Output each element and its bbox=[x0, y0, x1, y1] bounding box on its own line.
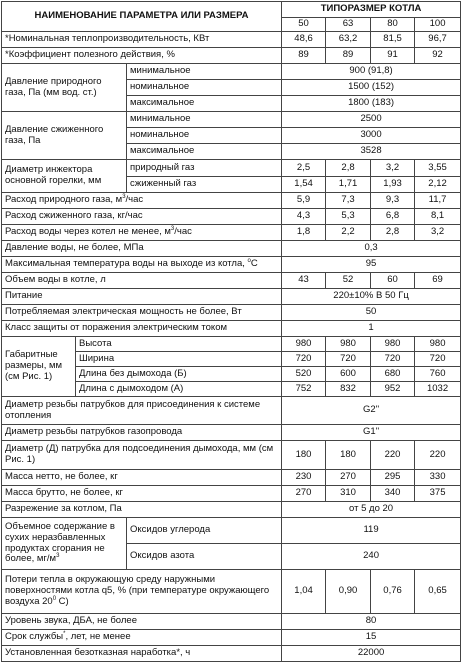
label-tail: С bbox=[250, 258, 258, 270]
value-cell: 3,55 bbox=[415, 160, 461, 177]
value-cell: 310 bbox=[326, 486, 371, 502]
label-tail: /час bbox=[174, 226, 192, 238]
label-text: Диаметр инжектора основной горелки, мм bbox=[5, 164, 102, 186]
label-text: Масса нетто, не более, кг bbox=[5, 471, 118, 483]
value-cell: 220 bbox=[415, 441, 461, 470]
sub-label: максимальное bbox=[127, 96, 282, 112]
value-cell: 0,65 bbox=[415, 570, 461, 614]
table-row bbox=[2, 486, 461, 502]
param-label bbox=[2, 425, 282, 441]
sub-label: Оксидов углерода bbox=[127, 518, 282, 544]
label-text: Срок службы bbox=[5, 631, 64, 643]
table-row bbox=[2, 305, 461, 321]
table-row bbox=[2, 64, 461, 80]
param-label bbox=[2, 193, 282, 209]
param-label bbox=[2, 273, 282, 289]
value-cell: 1800 (183) bbox=[282, 96, 461, 112]
label-text: Потери тепла в окружающую среду наружными поверхностями котла q5, % (при температуре окружающего воздуха 20 bbox=[5, 574, 270, 607]
param-label bbox=[2, 305, 282, 321]
value-cell: 2,5 bbox=[282, 160, 326, 177]
value-cell: 3,2 bbox=[415, 225, 461, 241]
sub-label: номинальное bbox=[127, 80, 282, 96]
header-row bbox=[2, 2, 461, 18]
label-superscript: * bbox=[63, 630, 66, 637]
table-row bbox=[2, 48, 461, 64]
param-label bbox=[2, 614, 282, 630]
label-text: *Номинальная теплопроизводительность, КВт bbox=[5, 33, 210, 45]
spec-table bbox=[1, 1, 461, 662]
table-row bbox=[2, 209, 461, 225]
value-cell: G1" bbox=[282, 425, 461, 441]
size-header: ТИПОРАЗМЕР КОТЛА bbox=[282, 2, 461, 18]
value-cell: 330 bbox=[415, 470, 461, 486]
value-cell: 8,1 bbox=[415, 209, 461, 225]
param-label bbox=[2, 257, 282, 273]
value-cell: 720 bbox=[371, 352, 415, 367]
sub-label: минимальное bbox=[127, 64, 282, 80]
value-cell: 3,2 bbox=[371, 160, 415, 177]
param-label bbox=[2, 502, 282, 518]
label-text: Диаметр резьбы патрубков газопровода bbox=[5, 426, 183, 438]
value-cell: 270 bbox=[282, 486, 326, 502]
value-cell: 3000 bbox=[282, 128, 461, 144]
value-cell: 180 bbox=[282, 441, 326, 470]
table-row bbox=[2, 425, 461, 441]
param-label bbox=[2, 160, 127, 193]
label-text: Диаметр резьбы патрубков для присоединения к системе отопления bbox=[5, 398, 261, 421]
value-cell: 680 bbox=[371, 367, 415, 382]
value-cell: 980 bbox=[415, 337, 461, 352]
value-cell: 220±10% В 50 Гц bbox=[282, 289, 461, 305]
value-cell: 80 bbox=[282, 614, 461, 630]
value-cell: 295 bbox=[371, 470, 415, 486]
label-text: Установленная безотказная наработка*, ч bbox=[5, 647, 191, 659]
value-cell: 96,7 bbox=[415, 32, 461, 48]
value-cell: 1,8 bbox=[282, 225, 326, 241]
param-label bbox=[2, 337, 76, 397]
sub-label: номинальное bbox=[127, 128, 282, 144]
value-cell: 375 bbox=[415, 486, 461, 502]
value-cell: 752 bbox=[282, 382, 326, 397]
label-text: Масса брутто, не более, кг bbox=[5, 487, 123, 499]
label-text: *Коэффициент полезного действия, % bbox=[5, 49, 175, 61]
label-superscript: 3 bbox=[122, 193, 126, 200]
value-cell: 720 bbox=[282, 352, 326, 367]
sub-label: сжиженный газ bbox=[127, 177, 282, 193]
param-label bbox=[2, 48, 282, 64]
label-superscript: 3 bbox=[170, 225, 175, 232]
label-text: Разрежение за котлом, Па bbox=[5, 503, 122, 515]
sub-label: природный газ bbox=[127, 160, 282, 177]
value-cell: 760 bbox=[415, 367, 461, 382]
sub-label: Длина без дымохода (Б) bbox=[76, 367, 282, 382]
table-row bbox=[2, 225, 461, 241]
table-row bbox=[2, 193, 461, 209]
value-cell: G2" bbox=[282, 397, 461, 425]
value-cell: 92 bbox=[415, 48, 461, 64]
table-row bbox=[2, 112, 461, 128]
value-cell: 1,54 bbox=[282, 177, 326, 193]
value-cell: 6,8 bbox=[371, 209, 415, 225]
label-text: Расход воды через котел не менее, м bbox=[5, 226, 171, 238]
value-cell: 89 bbox=[326, 48, 371, 64]
value-cell: 980 bbox=[326, 337, 371, 352]
value-cell: 52 bbox=[326, 273, 371, 289]
label-superscript: 3 bbox=[56, 553, 60, 560]
value-cell: 3528 bbox=[282, 144, 461, 160]
value-cell: 600 bbox=[326, 367, 371, 382]
value-cell: 900 (91,8) bbox=[282, 64, 461, 80]
sub-label: Высота bbox=[76, 337, 282, 352]
label-text: Потребляемая электрическая мощность не более, Вт bbox=[5, 306, 242, 318]
value-cell: 2500 bbox=[282, 112, 461, 128]
value-cell: 95 bbox=[282, 257, 461, 273]
param-label bbox=[2, 321, 282, 337]
param-label bbox=[2, 112, 127, 160]
param-label bbox=[2, 441, 282, 470]
sub-label: Оксидов азота bbox=[127, 544, 282, 570]
value-cell: 340 bbox=[371, 486, 415, 502]
table-row bbox=[2, 257, 461, 273]
param-label bbox=[2, 630, 282, 646]
value-cell: 81,5 bbox=[371, 32, 415, 48]
value-cell: 69 bbox=[415, 273, 461, 289]
value-cell: 0,3 bbox=[282, 241, 461, 257]
value-cell: 180 bbox=[326, 441, 371, 470]
value-cell: 0,90 bbox=[326, 570, 371, 614]
label-text: Давление природного газа, Па (мм вод. ст.) bbox=[5, 75, 102, 98]
value-cell: 89 bbox=[282, 48, 326, 64]
param-header: НАИМЕНОВАНИЕ ПАРАМЕТРА ИЛИ РАЗМЕРА bbox=[2, 2, 282, 32]
label-text: Питание bbox=[5, 290, 43, 302]
size-cell: 80 bbox=[371, 18, 415, 32]
table-row bbox=[2, 518, 461, 544]
label-superscript: о bbox=[247, 257, 251, 264]
value-cell: 1,71 bbox=[326, 177, 371, 193]
table-row bbox=[2, 273, 461, 289]
table-row bbox=[2, 160, 461, 177]
value-cell: 1500 (152) bbox=[282, 80, 461, 96]
value-cell: 2,8 bbox=[326, 160, 371, 177]
table-row bbox=[2, 470, 461, 486]
param-label bbox=[2, 209, 282, 225]
sub-label: максимальное bbox=[127, 144, 282, 160]
table-row bbox=[2, 441, 461, 470]
param-label bbox=[2, 397, 282, 425]
value-cell: 50 bbox=[282, 305, 461, 321]
value-cell: 832 bbox=[326, 382, 371, 397]
sub-label: Ширина bbox=[76, 352, 282, 367]
param-label bbox=[2, 470, 282, 486]
param-label bbox=[2, 518, 127, 570]
value-cell: 43 bbox=[282, 273, 326, 289]
value-cell: 0,76 bbox=[371, 570, 415, 614]
param-label bbox=[2, 570, 282, 614]
value-cell: 15 bbox=[282, 630, 461, 646]
value-cell: 4,3 bbox=[282, 209, 326, 225]
table-row bbox=[2, 570, 461, 614]
value-cell: 48,6 bbox=[282, 32, 326, 48]
table-row bbox=[2, 614, 461, 630]
label-text: Диаметр (Д) патрубка для подсоединения дымохода, мм (см Рис. 1) bbox=[5, 443, 274, 465]
value-cell: 1 bbox=[282, 321, 461, 337]
value-cell: 520 bbox=[282, 367, 326, 382]
value-cell: 63,2 bbox=[326, 32, 371, 48]
value-cell: 720 bbox=[415, 352, 461, 367]
value-cell: 1,93 bbox=[371, 177, 415, 193]
label-tail: , лет, не менее bbox=[65, 631, 131, 643]
size-cell: 100 bbox=[415, 18, 461, 32]
sub-label: минимальное bbox=[127, 112, 282, 128]
param-label bbox=[2, 32, 282, 48]
table-row bbox=[2, 241, 461, 257]
label-text: Уровень звука, ДБА, не более bbox=[5, 615, 137, 627]
table-row bbox=[2, 32, 461, 48]
value-cell: 2,2 bbox=[326, 225, 371, 241]
table-row bbox=[2, 397, 461, 425]
value-cell: 952 bbox=[371, 382, 415, 397]
value-cell: 980 bbox=[371, 337, 415, 352]
param-label bbox=[2, 486, 282, 502]
table-row bbox=[2, 321, 461, 337]
size-cell: 63 bbox=[326, 18, 371, 32]
value-cell: 5,9 bbox=[282, 193, 326, 209]
param-label bbox=[2, 646, 282, 662]
label-text: Габаритные размеры, мм (см Рис. 1) bbox=[5, 349, 63, 382]
sub-label: Длина с дымоходом (А) bbox=[76, 382, 282, 397]
label-text: Максимальная температура воды на выходе из котла, bbox=[5, 258, 248, 270]
value-cell: 230 bbox=[282, 470, 326, 486]
table-row bbox=[2, 289, 461, 305]
label-tail: С) bbox=[56, 595, 69, 607]
value-cell: 1032 bbox=[415, 382, 461, 397]
param-label bbox=[2, 225, 282, 241]
table-row bbox=[2, 337, 461, 352]
value-cell: 270 bbox=[326, 470, 371, 486]
value-cell: 7,3 bbox=[326, 193, 371, 209]
value-cell: 980 bbox=[282, 337, 326, 352]
label-text: Класс защиты от поражения электрическим током bbox=[5, 322, 228, 334]
value-cell: 5,3 bbox=[326, 209, 371, 225]
table-row bbox=[2, 646, 461, 662]
value-cell: 22000 bbox=[282, 646, 461, 662]
size-cell: 50 bbox=[282, 18, 326, 32]
value-cell: 60 bbox=[371, 273, 415, 289]
param-label bbox=[2, 64, 127, 112]
value-cell: 2,12 bbox=[415, 177, 461, 193]
value-cell: 720 bbox=[326, 352, 371, 367]
value-cell: 119 bbox=[282, 518, 461, 544]
label-text: Расход природного газа, м bbox=[5, 194, 123, 206]
label-tail: /час bbox=[125, 194, 144, 206]
value-cell: 1,04 bbox=[282, 570, 326, 614]
param-label bbox=[2, 241, 282, 257]
label-text: Давление сжиженного газа, Па bbox=[5, 123, 104, 146]
param-label bbox=[2, 289, 282, 305]
label-text: Объем воды в котле, л bbox=[5, 274, 106, 286]
table-row bbox=[2, 502, 461, 518]
value-cell: 240 bbox=[282, 544, 461, 570]
value-cell: 91 bbox=[371, 48, 415, 64]
label-superscript: 0 bbox=[52, 595, 57, 602]
label-text: Объемное содержание в сухих неразбавленных продуктах сгорания не более, мг/м bbox=[5, 521, 115, 565]
label-text: Расход сжиженного газа, кг/час bbox=[5, 210, 143, 222]
value-cell: 220 bbox=[371, 441, 415, 470]
value-cell: 11,7 bbox=[415, 193, 461, 209]
value-cell: 2,8 bbox=[371, 225, 415, 241]
table-row bbox=[2, 630, 461, 646]
value-cell: от 5 до 20 bbox=[282, 502, 461, 518]
value-cell: 9,3 bbox=[371, 193, 415, 209]
label-text: Давление воды, не более, МПа bbox=[5, 242, 144, 254]
